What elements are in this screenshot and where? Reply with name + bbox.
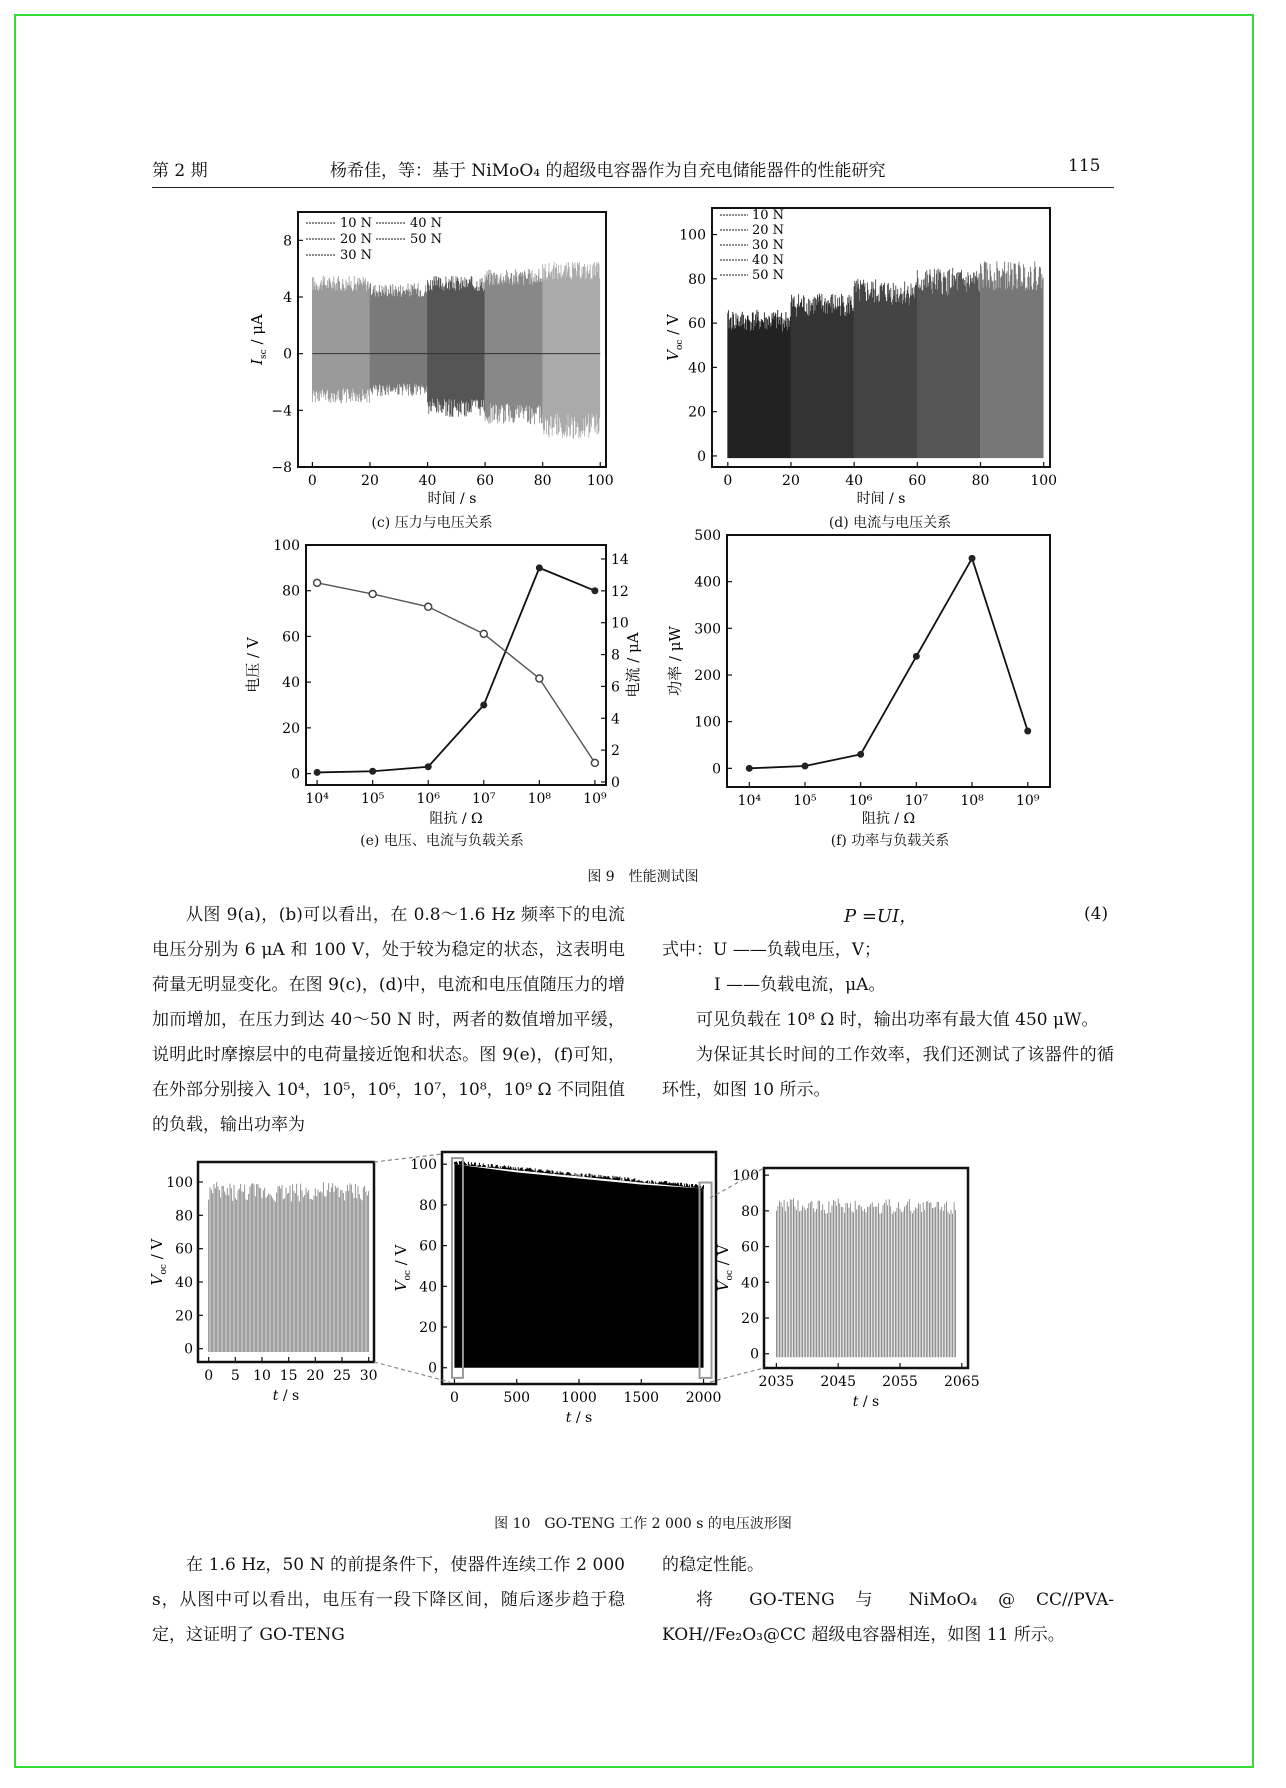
y-tick-label: 80 — [282, 583, 300, 600]
x-axis-label: 时间 / s — [856, 491, 906, 507]
panel-10-left — [148, 1162, 378, 1404]
x-tick-label: 0 — [449, 1390, 459, 1406]
legend-label: 10 N — [340, 216, 373, 231]
x-tick-label: 0 — [204, 1368, 214, 1384]
y-tick-label: 20 — [175, 1308, 193, 1325]
x-axis-label: 时间 / s — [427, 491, 477, 507]
y-tick-label: 8 — [283, 233, 292, 250]
y-tick-label: 80 — [688, 271, 706, 288]
caption-9f: (f) 功率与负载关系 — [830, 833, 950, 849]
x-tick-label: 10⁸ — [527, 791, 552, 807]
header-rule — [152, 187, 1114, 188]
x-tick-label: 10⁵ — [360, 791, 385, 807]
x-tick-label: 10⁷ — [472, 791, 496, 807]
right-paragraph-3: 的稳定性能。 — [662, 1555, 764, 1575]
x-tick-label: 2065 — [943, 1374, 980, 1390]
power-point — [857, 751, 864, 758]
x-tick-label: 10⁶ — [416, 791, 440, 807]
x-tick-label: 10⁴ — [737, 793, 761, 809]
series-40n — [917, 268, 980, 458]
x-tick-label: 25 — [333, 1368, 351, 1384]
left-paragraph-1: 从图 9(a)，(b)可以看出，在 0.8～1.6 Hz 频率下的电流电压分别为 6 μA 和 100 V，处于较为稳定的状态，这表明电荷量无明显变化。在图 9(c)，(d)中，电流和电压值随压力的增加而增加，在压力到达 40～50 N 时，两者的数值增加平缓，说明此时摩擦层中的电荷量接近饱和状态。图 9(e)，(f)可知，在外部分别接入 10⁴，10⁵，10⁶，10⁷，10⁸，10⁹ Ω 不同阻值的负载，输出功率为 — [152, 905, 625, 1135]
y-tick-label: 40 — [282, 675, 300, 692]
y-tick-label: 0 — [291, 766, 300, 783]
power-point — [913, 653, 920, 660]
x-axis-label: 阻抗 / Ω — [429, 811, 483, 827]
y-tick-label: 400 — [694, 574, 721, 591]
series-20n — [370, 283, 427, 396]
y-tick-label: 60 — [175, 1241, 193, 1258]
voltage-point — [314, 769, 321, 776]
y-axis-label: 电压 / V — [244, 637, 262, 693]
y-tick-label: 60 — [741, 1239, 759, 1256]
y-tick-label: 300 — [694, 621, 721, 638]
y-right-tick-label: 14 — [611, 551, 629, 568]
x-tick-label: 10⁴ — [305, 791, 329, 807]
panel-10-main — [392, 1152, 721, 1426]
y-tick-label: 20 — [741, 1311, 759, 1327]
x-tick-label: 2055 — [882, 1374, 918, 1390]
series-30n — [854, 279, 917, 458]
y-tick-label: 0 — [184, 1341, 193, 1358]
series-10n — [312, 276, 369, 403]
x-tick-label: 1000 — [561, 1390, 597, 1406]
where-u: 式中：U ——负载电压，V； — [662, 940, 882, 960]
x-tick-label: 2000 — [685, 1390, 722, 1406]
y-tick-label: 20 — [419, 1320, 437, 1337]
y-tick-label: 60 — [282, 629, 300, 646]
y-right-tick-label: 2 — [611, 743, 620, 760]
x-tick-label: 0 — [307, 473, 317, 489]
x-tick-label: 10⁵ — [793, 793, 817, 809]
header-page-number: 115 — [1068, 156, 1101, 176]
connector-right-bottom — [710, 1368, 764, 1382]
figure9-title: 图 9 性能测试图 — [587, 869, 699, 885]
y-axis-label: $V_{oc}$ / V — [664, 314, 685, 361]
x-tick-label: 10⁹ — [1016, 793, 1040, 809]
y-tick-label: 0 — [712, 761, 721, 778]
chart-9e — [236, 525, 646, 830]
right-paragraph-1: 可见负载在 10⁸ Ω 时，输出功率有最大值 450 μW。 — [696, 1010, 1099, 1030]
voltage-point — [480, 702, 487, 709]
y-tick-label: 200 — [694, 668, 721, 684]
current-point — [536, 675, 543, 682]
power-point — [1024, 728, 1031, 735]
legend-label: 10 N — [752, 208, 785, 223]
x-tick-label: 10 — [253, 1368, 271, 1384]
x-tick-label: 20 — [361, 473, 379, 489]
equation-4: P =UI， — [844, 906, 918, 927]
y-axis-label: $I_{sc}$ / μA — [248, 314, 269, 365]
power-point — [746, 765, 753, 772]
x-tick-label: 500 — [503, 1390, 531, 1406]
y-tick-label: 20 — [688, 404, 706, 421]
x-tick-label: 1500 — [623, 1390, 660, 1406]
x-axis-label: t / s — [565, 1410, 593, 1426]
caption-9d: (d) 电流与电压关系 — [828, 515, 952, 531]
y-tick-label: 40 — [175, 1275, 193, 1291]
legend-label: 50 N — [752, 268, 785, 283]
y-axis-label: $V_{oc}$ / V — [148, 1238, 169, 1286]
y-axis-label: $V_{oc}$ / V — [392, 1244, 413, 1292]
series-10n — [728, 310, 791, 458]
y-tick-label: 80 — [419, 1197, 437, 1214]
voltage-point — [425, 763, 432, 770]
y-tick-label: 0 — [750, 1346, 759, 1363]
right-paragraphs-lower — [662, 1548, 1114, 1653]
voltage-point — [369, 768, 376, 775]
current-point — [425, 603, 432, 610]
y-tick-label: 100 — [273, 538, 300, 554]
y-tick-label: 4 — [283, 290, 292, 306]
x-tick-label: 100 — [1030, 473, 1058, 489]
x-tick-label: 80 — [971, 473, 990, 489]
waveform-left — [209, 1182, 369, 1352]
series-20n — [791, 294, 854, 459]
x-tick-label: 40 — [845, 473, 864, 489]
legend-label: 20 N — [752, 223, 785, 238]
y-tick-label: 100 — [410, 1157, 437, 1174]
x-tick-label: 60 — [908, 473, 927, 489]
legend-label: 30 N — [340, 248, 373, 263]
current-point — [314, 579, 321, 586]
plot-frame — [306, 545, 606, 785]
x-axis-label: 阻抗 / Ω — [861, 811, 916, 827]
equation-number: (4) — [1084, 904, 1109, 924]
x-axis-label: t / s — [272, 1388, 300, 1404]
legend-label: 20 N — [340, 232, 373, 247]
y-tick-label: 80 — [175, 1208, 193, 1225]
series-50n — [543, 262, 600, 439]
y-tick-label: 80 — [741, 1203, 759, 1220]
y-tick-label: 40 — [688, 360, 706, 377]
y-right-tick-label: 8 — [611, 647, 620, 664]
y-right-tick-label: 0 — [611, 775, 620, 791]
where-i: I ——负载电流，μA。 — [714, 975, 886, 995]
y-tick-label: 500 — [694, 528, 721, 544]
waveform-main — [454, 1164, 703, 1368]
y-right-tick-label: 6 — [611, 679, 620, 696]
right-paragraph-2: 为保证其长时间的工作效率，我们还测试了该器件的循环性，如图 10 所示。 — [662, 1045, 1114, 1100]
series-40n — [485, 269, 542, 425]
figure10-title: 图 10 GO-TENG 工作 2 000 s 的电压波形图 — [494, 1516, 792, 1532]
y-axis-label: $V_{oc}$ / V — [714, 1244, 735, 1292]
current-point — [480, 630, 487, 637]
right-paragraph-4: 将 GO-TENG 与 NiMoO₄ @ CC//PVA-KOH//Fe₂O₃@CC 超级电容器相连，如图 11 所示。 — [662, 1590, 1114, 1645]
current-point — [369, 591, 376, 598]
series-30n — [428, 276, 485, 417]
x-tick-label: 30 — [359, 1368, 378, 1384]
y-tick-label: −8 — [271, 460, 292, 476]
chart-figure-10 — [148, 1157, 1136, 1505]
y-right-tick-label: 12 — [611, 583, 629, 600]
y-tick-label: 20 — [282, 720, 300, 737]
header-title: 杨希佳，等：基于 NiMoO₄ 的超级电容器作为自充电储能器件的性能研究 — [330, 161, 886, 181]
x-axis-label: t / s — [852, 1394, 880, 1410]
y-tick-label: 100 — [166, 1175, 193, 1191]
chart-9d — [660, 205, 1060, 510]
legend-label: 40 N — [410, 216, 443, 231]
x-tick-label: 60 — [476, 473, 495, 489]
legend-label: 30 N — [752, 238, 785, 253]
caption-9e: (e) 电压、电流与负载关系 — [360, 833, 524, 849]
legend-label: 50 N — [410, 232, 443, 247]
y-tick-label: 100 — [694, 714, 721, 731]
x-tick-label: 10⁹ — [583, 791, 607, 807]
panel-10-right — [714, 1168, 980, 1410]
x-tick-label: 20 — [782, 473, 800, 489]
y-right-tick-label: 4 — [611, 711, 620, 728]
power-point — [969, 555, 976, 562]
y-axis-label: 功率 / μW — [666, 626, 684, 696]
y-tick-label: 100 — [732, 1168, 759, 1185]
series-50n — [981, 261, 1044, 458]
y-tick-label: −4 — [271, 403, 292, 420]
left-paragraph-2: 在 1.6 Hz，50 N 的前提条件下，使器件连续工作 2 000 s，从图中可以看出，电压有一段下降区间，随后逐步趋于稳定，这证明了 GO-TENG — [152, 1555, 625, 1645]
plot-frame — [727, 535, 1050, 787]
current-point — [591, 759, 598, 766]
legend-label: 40 N — [752, 253, 785, 268]
y-right-axis-label: 电流 / μA — [624, 632, 642, 698]
chart-9f — [660, 525, 1060, 830]
x-tick-label: 15 — [279, 1368, 298, 1384]
y-tick-label: 60 — [419, 1238, 437, 1255]
y-right-tick-label: 10 — [611, 615, 629, 632]
power-point — [801, 763, 808, 770]
x-tick-label: 80 — [533, 473, 552, 489]
y-tick-label: 40 — [741, 1275, 759, 1292]
x-tick-label: 10⁷ — [904, 793, 929, 809]
connector-left-bottom — [374, 1362, 450, 1382]
voltage-point — [591, 587, 598, 594]
x-tick-label: 10⁸ — [960, 793, 984, 809]
x-tick-label: 2035 — [758, 1374, 795, 1390]
y-tick-label: 60 — [688, 316, 706, 333]
y-tick-label: 40 — [419, 1279, 437, 1296]
chart-9c — [236, 205, 616, 510]
y-tick-label: 100 — [679, 227, 706, 244]
caption-9c: (c) 压力与电压关系 — [371, 515, 493, 531]
x-tick-label: 0 — [723, 473, 733, 489]
x-tick-label: 5 — [230, 1368, 240, 1384]
x-tick-label: 10⁶ — [848, 793, 873, 809]
y-tick-label: 0 — [697, 448, 706, 465]
voltage-point — [536, 564, 543, 571]
x-tick-label: 40 — [418, 473, 437, 489]
header-issue: 第 2 期 — [152, 161, 208, 181]
x-tick-label: 20 — [306, 1368, 325, 1384]
right-paragraphs-upper — [662, 933, 1114, 1108]
x-tick-label: 2045 — [820, 1374, 857, 1390]
x-tick-label: 100 — [586, 473, 614, 489]
y-tick-label: 0 — [283, 346, 292, 363]
y-tick-label: 0 — [428, 1360, 437, 1377]
